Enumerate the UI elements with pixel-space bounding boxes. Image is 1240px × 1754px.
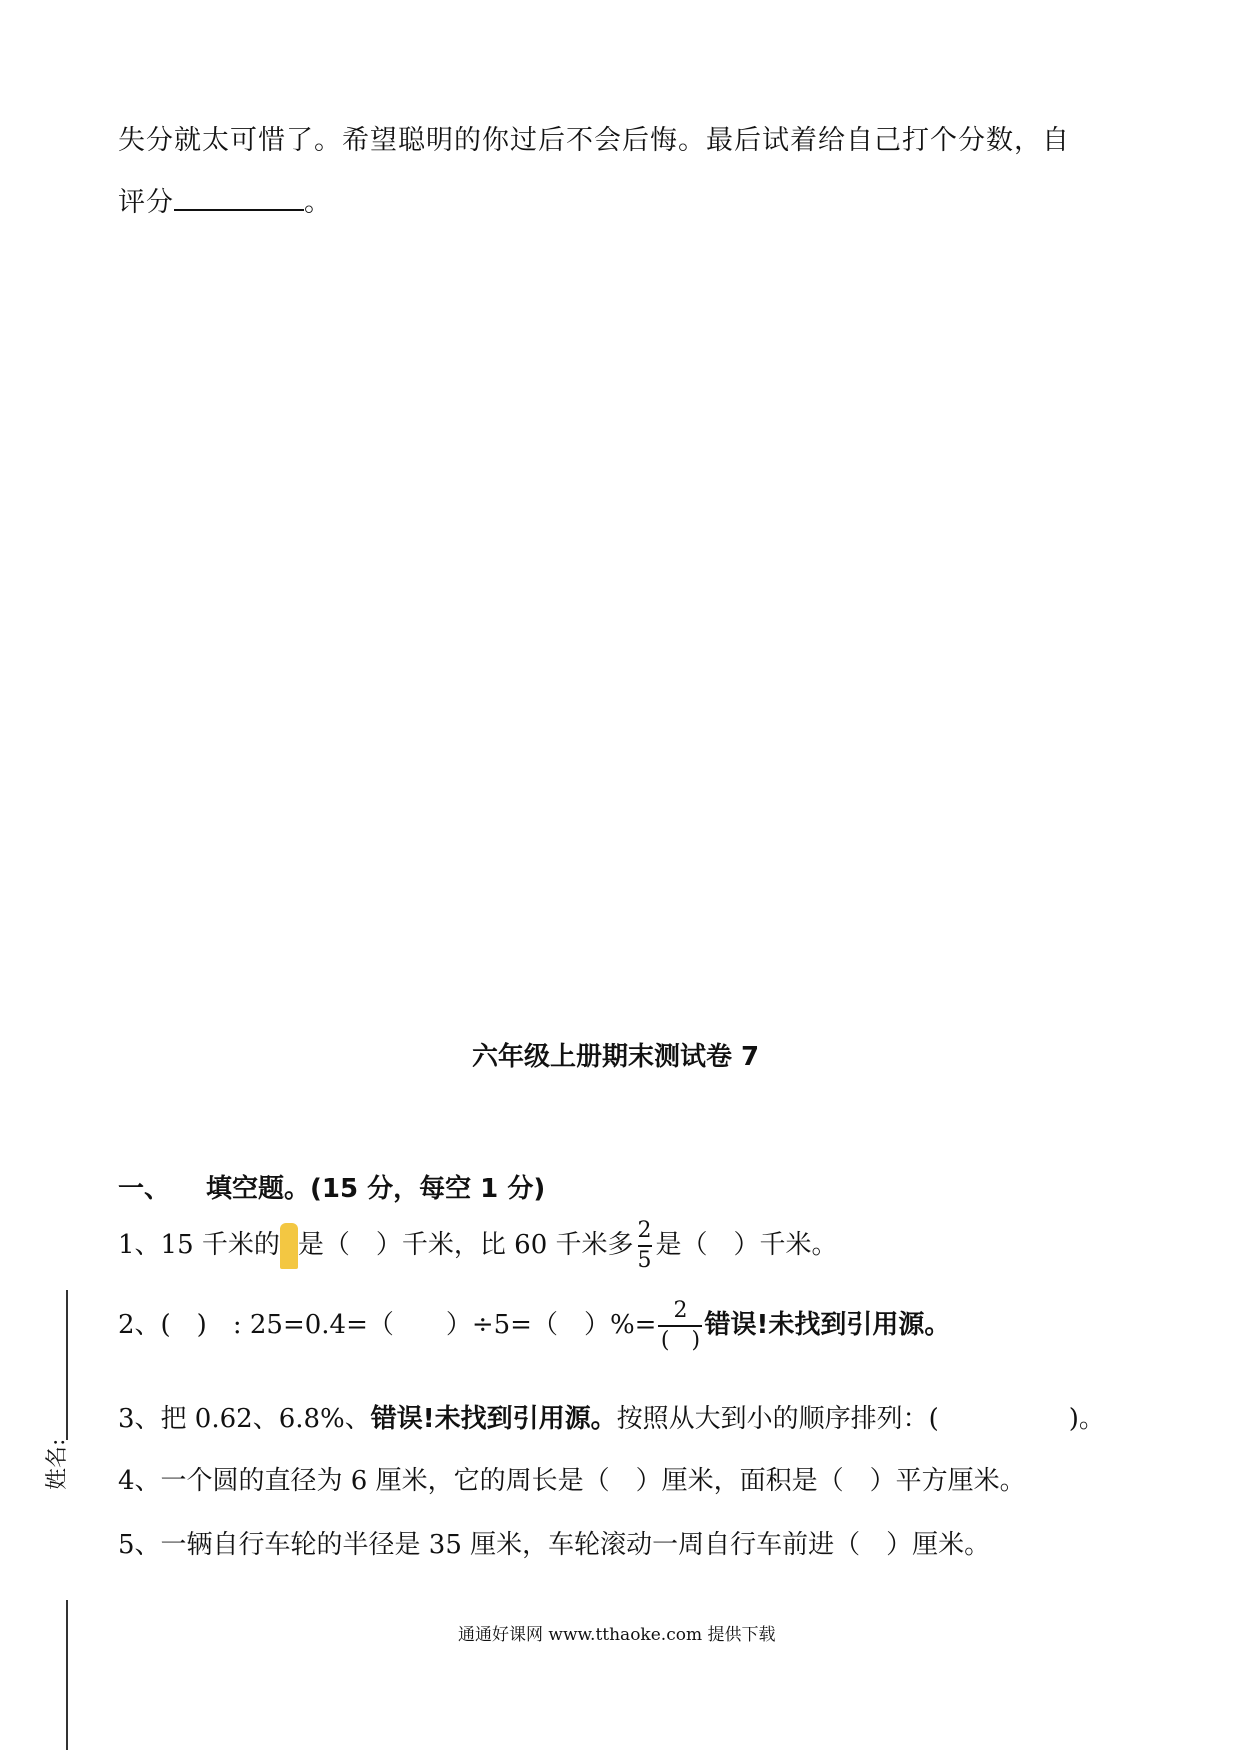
question-4: 4、一个圆的直径为 6 厘米，它的周长是（ ）厘米，面积是（ ）平方厘米。 [118,1466,1026,1496]
highlight-mark-icon [280,1223,298,1269]
question-1 [118,1220,838,1272]
fraction-denominator: 5 [638,1245,652,1272]
margin-line-bottom [66,1600,68,1750]
fraction-numerator: 2 [637,1218,652,1243]
margin-line-top [66,1290,68,1440]
question-3-part-a: 3、把 0.62、6.8%、 [118,1404,371,1434]
section-heading [118,1168,545,1205]
section-title: 填空题。(15 分，每空 1 分) [206,1174,546,1204]
fraction-two-fifths [636,1220,654,1272]
question-3-part-b: 按照从大到小的顺序排列：( )。 [616,1404,1105,1434]
intro-line-2-end: 。 [304,187,332,218]
question-2-part-a: 2、( ) : 25=0.4=（ ）÷5=（ ）%= [118,1310,657,1340]
name-label: 姓名: [45,1438,70,1490]
question-5: 5、一辆自行车轮的半径是 35 厘米，车轮滚动一周自行车前进（ ）厘米。 [118,1530,991,1560]
question-3 [118,1398,1105,1435]
intro-line-2 [118,180,332,219]
question-1-part-b: 是（ ）千米，比 60 千米多 [297,1230,634,1260]
self-score-blank [174,187,304,211]
question-2-error-text: 错误!未找到引用源。 [704,1310,951,1340]
question-1-part-a: 1、15 千米的 [118,1230,280,1260]
question-3-error-text: 错误!未找到引用源。 [370,1404,617,1434]
section-number: 一、 [118,1174,171,1204]
fraction-numerator: 2 [673,1298,688,1323]
fraction-denominator: ( ) [658,1325,702,1352]
intro-line-1: 失分就太可惜了。希望聪明的你过后不会后悔。最后试着给自己打个分数，自 [118,125,1070,156]
page-title: 六年级上册期末测试卷 7 [472,1042,760,1072]
question-1-part-c: 是（ ）千米。 [655,1230,838,1260]
self-score-label: 评分 [118,187,174,218]
question-2 [118,1300,950,1352]
footer-credit: 通通好课网 www.tthaoke.com 提供下载 [458,1625,776,1645]
fraction-two-over-blank [658,1300,702,1352]
